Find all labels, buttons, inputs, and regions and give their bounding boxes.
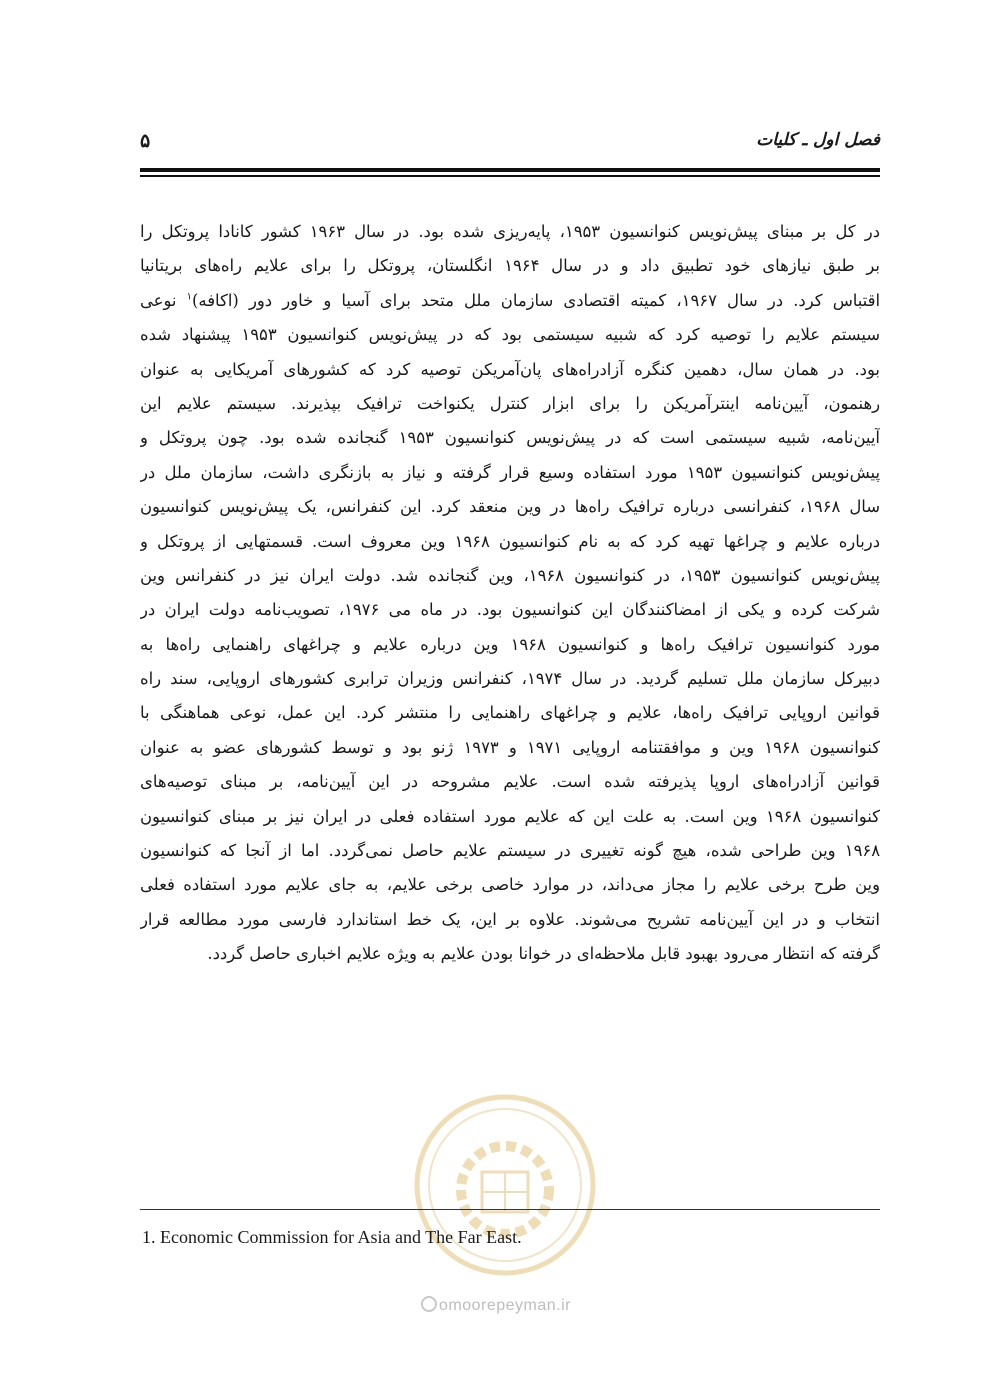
text-line: ۱۹۶۸ وین طراحی شده، هیچ گونه تغییری در سیستم علایم حاصل نمی‌گردد. اما از آنجا که کنوانسیون — [140, 841, 880, 861]
watermark-url-text: omoorepeyman.ir — [439, 1297, 571, 1314]
text-line: بر طبق نیازهای خود تطبیق داد و در سال ۱۹۶۴ انگلستان، پروتکل را برای علایم راه‌های بریتانیا — [140, 256, 880, 276]
text-line: سال ۱۹۶۸، کنفرانسی درباره ترافیک راه‌ها در وین منعقد کرد. این کنفرانس، یک پیش‌نویس کنوانسیون — [140, 497, 880, 517]
watermark-url — [0, 1296, 992, 1315]
text-line: درباره علایم و چراغها تهیه کرد که به نام کنوانسیون ۱۹۶۸ وین معروف است. قسمتهایی از پروتکل و — [140, 531, 880, 551]
text-line: کنوانسیون ۱۹۶۸ وین و موافقتنامه اروپایی ۱۹۷۱ و ۱۹۷۳ ژنو بود و توسط کشورهای عضو به عنوان — [140, 737, 880, 757]
watermark-logo-icon — [421, 1296, 437, 1312]
text-line — [140, 284, 880, 318]
footnote-text: 1. Economic Commission for Asia and The Far East. — [142, 1227, 522, 1247]
chapter-title: فصل اول ـ کلیات — [756, 130, 880, 150]
text-line: گرفته که انتظار می‌رود بهبود قابل ملاحظه‌ای در خوانا بودن علایم به ویژه علایم اخباری حاصل گردد. — [207, 944, 880, 964]
text-line: آیین‌نامه، شبیه سیستمی است که در پیش‌نویس کنوانسیون ۱۹۵۳ گنجانده شده بود. چون پروتکل و — [140, 428, 880, 448]
text-line: در کل بر مبنای پیش‌نویس کنوانسیون ۱۹۵۳، پایه‌ریزی شده بود. در سال ۱۹۶۳ کشور کانادا پروتکل را — [140, 222, 880, 241]
text-line: پیش‌نویس کنوانسیون ۱۹۵۳، در کنوانسیون ۱۹۶۸، وین گنجانده شد. دولت ایران نیز در کنفرانس وین — [140, 565, 880, 585]
text-line: قوانین آزادراه‌های اروپا پذیرفته شده است. علایم مشروحه در این آیین‌نامه، بر مبنای توصیه‌های — [140, 772, 880, 792]
text-line: پیش‌نویس کنوانسیون ۱۹۵۳ مورد استفاده وسیع قرار گرفته و نیاز به بازنگری داشت، سازمان ملل در — [140, 462, 880, 482]
header-rule-thin — [140, 175, 880, 177]
text-line: دبیرکل سازمان ملل تسلیم گردید. در سال ۱۹۷۴، کنفرانس وزیران ترابری کشورهای اروپایی، سند راه — [140, 669, 880, 689]
text-line: رهنمون، آیین‌نامه اینترآمریکن را برای ابزار کنترل یکنواخت ترافیک بپذیرند. سیستم علایم این — [140, 393, 880, 413]
running-header — [140, 126, 880, 162]
text-line: انتخاب و در این آیین‌نامه تشریح می‌شوند. علاوه بر این، یک خط استاندارد فارسی مورد مطالعه قرار — [140, 909, 880, 929]
text-line-segment: اقتباس کرد. در سال ۱۹۶۷، کمیته اقتصادی سازمان ملل متحد برای آسیا و خاور دور (اکافه) — [192, 290, 880, 310]
body-paragraph — [140, 215, 880, 972]
page-number: ۵ — [140, 130, 151, 152]
text-line: بود. در همان سال، دهمین کنگره آزادراه‌های پان‌آمریکن توصیه کرد که کشورهای آمریکایی به عنوان — [140, 359, 880, 379]
text-line: سیستم علایم را توصیه کرد که شبیه سیستمی بود که در پیش‌نویس کنوانسیون ۱۹۵۳ پیشنهاد شده — [140, 325, 880, 345]
footnote-marker: ۱ — [186, 291, 193, 303]
watermark-seal-icon — [410, 1090, 600, 1280]
header-rule-thick — [140, 168, 880, 172]
footnote-rule — [140, 1209, 880, 1210]
text-line: مورد کنوانسیون ترافیک راه‌ها و کنوانسیون ۱۹۶۸ وین درباره علایم و چراغهای راهنمایی راه‌ها به — [140, 634, 880, 654]
text-line: کنوانسیون ۱۹۶۸ وین است. به علت این که علایم مورد استفاده فعلی در ایران نیز بر مبنای کنوانسیون — [140, 806, 880, 826]
text-line-segment: نوعی — [140, 290, 177, 310]
text-line: شرکت کرده و یکی از امضاکنندگان این کنوانسیون بود. در ماه می ۱۹۷۶، تصویب‌نامه دولت ایران در — [140, 600, 880, 620]
text-line: قوانین اروپایی ترافیک راه‌ها، علایم و چراغهای راهنمایی را منتشر کرد. این عمل، نوعی هماهنگی با — [140, 703, 880, 723]
text-line: وین طرح برخی علایم را مجاز می‌داند، در موارد خاصی برخی علایم، به جای علایم مورد استفاده فعلی — [140, 875, 880, 895]
